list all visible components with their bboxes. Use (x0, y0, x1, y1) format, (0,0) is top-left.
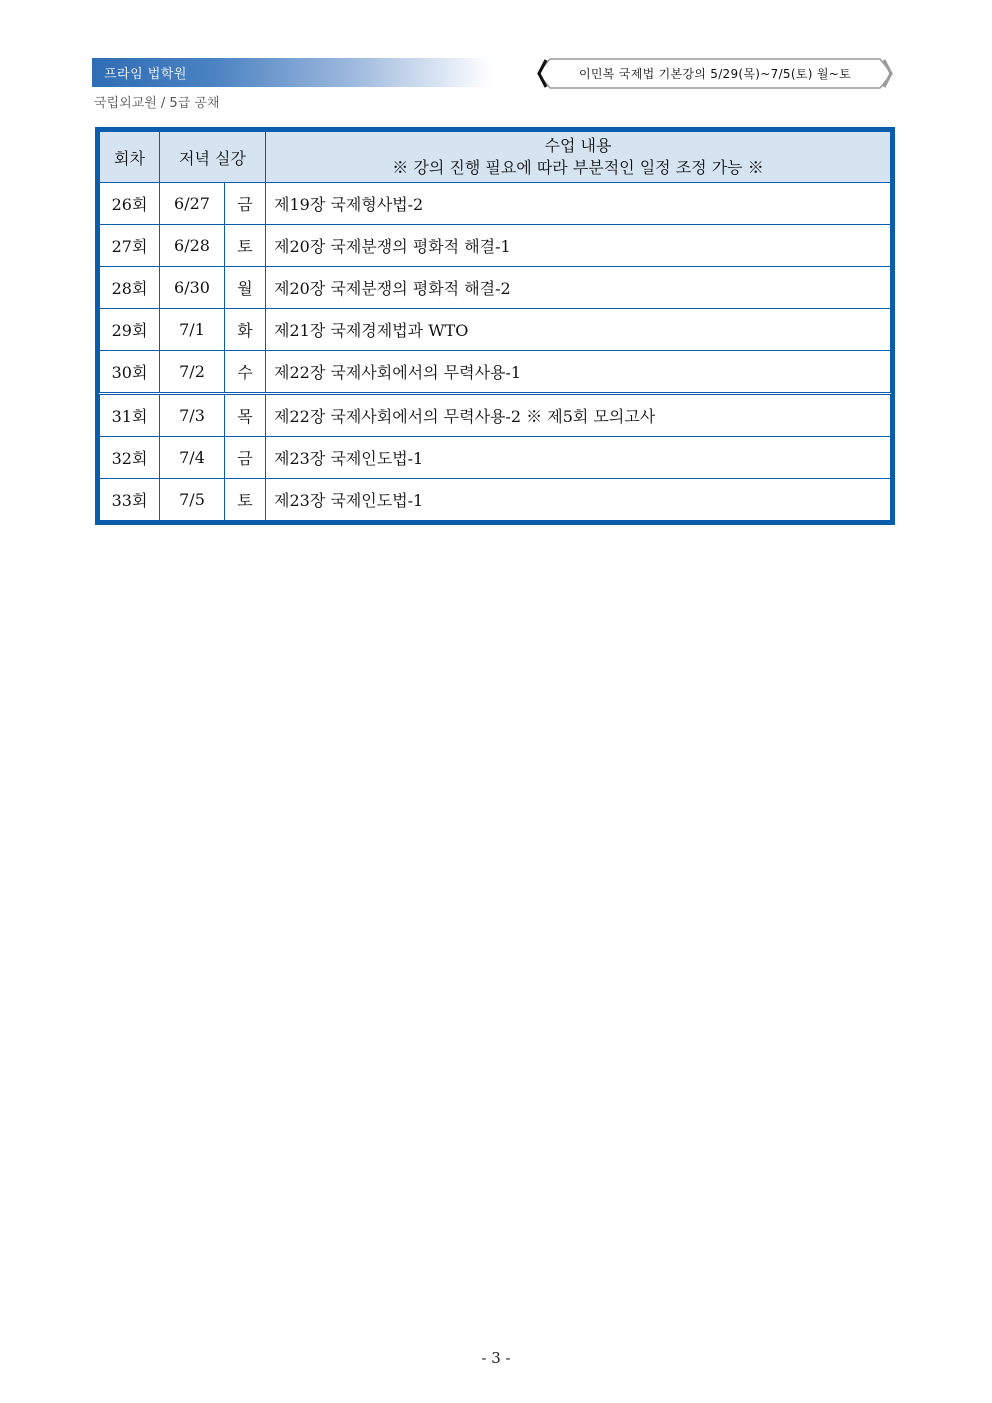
table-row (100, 183, 891, 225)
date-cell: 7/4 (160, 437, 225, 479)
content-header-title: 수업 내용 (544, 136, 612, 155)
day-cell: 금 (225, 183, 266, 225)
schedule-table-frame (95, 127, 895, 525)
column-header-content (266, 132, 891, 183)
date-cell: 7/2 (160, 351, 225, 394)
table-row (100, 437, 891, 479)
session-cell: 28회 (100, 267, 160, 309)
content-cell: 제22장 국제사회에서의 무력사용-2 ※ 제5회 모의고사 (266, 394, 891, 437)
table-header-row (100, 132, 891, 183)
session-cell: 29회 (100, 309, 160, 351)
session-cell: 32회 (100, 437, 160, 479)
content-cell: 제21장 국제경제법과 WTO (266, 309, 891, 351)
session-cell: 31회 (100, 394, 160, 437)
date-cell: 6/27 (160, 183, 225, 225)
day-cell: 수 (225, 351, 266, 394)
session-cell: 30회 (100, 351, 160, 394)
table-row (100, 479, 891, 521)
table-row (100, 225, 891, 267)
content-cell: 제23장 국제인도법-1 (266, 479, 891, 521)
date-cell: 7/1 (160, 309, 225, 351)
date-cell: 7/3 (160, 394, 225, 437)
day-cell: 토 (225, 479, 266, 521)
day-cell: 화 (225, 309, 266, 351)
date-cell: 6/30 (160, 267, 225, 309)
content-cell: 제23장 국제인도법-1 (266, 437, 891, 479)
content-cell: 제19장 국제형사법-2 (266, 183, 891, 225)
session-cell: 33회 (100, 479, 160, 521)
content-cell: 제20장 국제분쟁의 평화적 해결-1 (266, 225, 891, 267)
day-cell: 금 (225, 437, 266, 479)
column-header-evening: 저녁 실강 (160, 132, 266, 183)
date-cell: 7/5 (160, 479, 225, 521)
course-tag (536, 57, 894, 90)
session-cell: 27회 (100, 225, 160, 267)
content-header-note: ※ 강의 진행 필요에 따라 부분적인 일정 조정 가능 ※ (392, 158, 764, 177)
table-row (100, 351, 891, 394)
content-cell: 제22장 국제사회에서의 무력사용-1 (266, 351, 891, 394)
day-cell: 목 (225, 394, 266, 437)
course-title: 이민복 국제법 기본강의 5/29(목)~7/5(토) 월~토 (579, 67, 851, 81)
session-cell: 26회 (100, 183, 160, 225)
schedule-table (99, 131, 891, 521)
exam-subtitle: 국립외교원 / 5급 공채 (94, 96, 220, 111)
day-cell: 월 (225, 267, 266, 309)
table-row (100, 267, 891, 309)
table-row (100, 309, 891, 351)
brand-name: 프라임 법학원 (104, 67, 187, 82)
date-cell: 6/28 (160, 225, 225, 267)
page-number: - 3 - (481, 1349, 511, 1367)
column-header-session: 회차 (100, 132, 160, 183)
day-cell: 토 (225, 225, 266, 267)
table-row (100, 394, 891, 437)
content-cell: 제20장 국제분쟁의 평화적 해결-2 (266, 267, 891, 309)
